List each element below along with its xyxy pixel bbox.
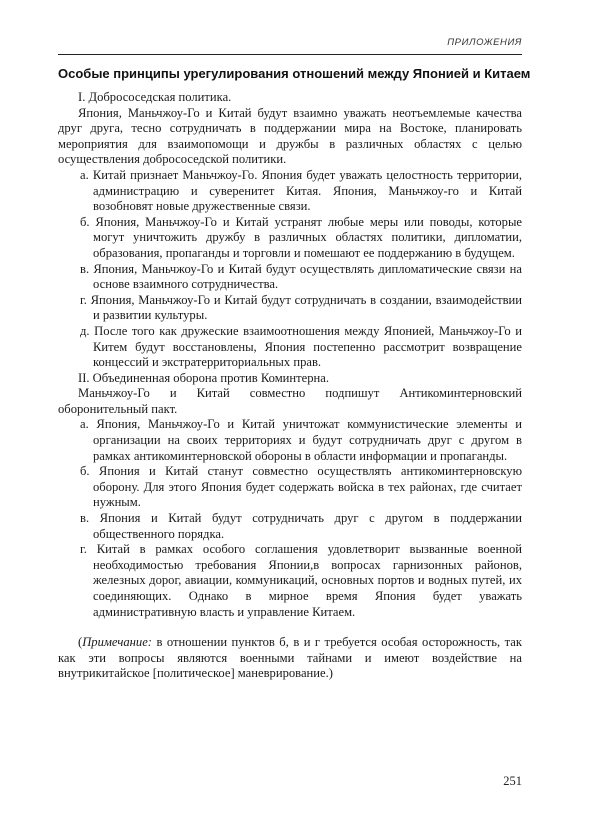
document-title: Особые принципы урегулирования отношений между Японией и Китаем bbox=[58, 66, 531, 81]
list-item: а. Япония, Маньчжоу-Го и Китай уничтожат коммунистические элементы и организации на своих территориях и будут сотрудничать друг с другом в рамках антикоминтерновской обороны в области информации и пропаганды. bbox=[80, 417, 522, 463]
note-text: в отношении пунктов б, в и г требуется особая осторожность, так как эти вопросы являются военными тайнами и имеют воздействие на внутрикитайское [политическое] маневрирование.) bbox=[58, 635, 522, 681]
list-item: а. Китай признает Маньчжоу-Го. Япония будет уважать целостность территории, администрацию и суверенитет Китая. Япония, Маньчжоу-го и Китай возобновят новые дружественные связи. bbox=[80, 167, 522, 214]
note-paragraph bbox=[58, 635, 522, 682]
section-intro-1: Япония, Маньчжоу-Го и Китай будут взаимно уважать неотъемлемые качества друг друга, тесно сотрудничать в поддержании мира на Востоке, планировать мероприятия для взаимопомощи и дружбы в различных областях с целью осуществления добрососедской политики. bbox=[58, 105, 522, 167]
list-item: в. Япония, Маньчжоу-Го и Китай будут осуществлять дипломатические связи на основе взаимного сотрудничества. bbox=[80, 261, 522, 292]
section-heading-2: II. Объединенная оборона против Коминтерна. bbox=[78, 370, 330, 385]
list-item: в. Япония и Китай будут сотрудничать друг с другом в поддержании общественного порядка. bbox=[80, 511, 522, 541]
document-body bbox=[58, 90, 522, 682]
section-intro-2: Маньчжоу-Го и Китай совместно подпишут Антикоминтерновский оборонительный пакт. bbox=[58, 386, 522, 416]
section-heading-1: I. Добрососедская политика. bbox=[78, 90, 232, 104]
list-item: г. Япония, Маньчжоу-Го и Китай будут сотрудничать в создании, взаимодействии и развитии культуры. bbox=[80, 292, 522, 323]
running-head: ПРИЛОЖЕНИЯ bbox=[447, 37, 522, 48]
list-item: г. Китай в рамках особого соглашения удовлетворит вызванные военной необходимостью требования Японии,в вопросах гарнизонных районов, железных дорог, авиации, коммуникаций, основных портов и водных путей, их соединяющих. Однако в мирное время Япония будет уважать административную власть и управление Китаем. bbox=[80, 542, 522, 619]
header-rule bbox=[58, 54, 522, 55]
list-item: д. После того как дружеские взаимоотношения между Японией, Маньчжоу-Го и Китем будут восстановлены, Япония постепенно рассмотрит возвращение концессий и экстратерриториальных прав. bbox=[80, 323, 522, 370]
page-number: 251 bbox=[503, 774, 522, 788]
list-item: б. Япония и Китай станут совместно осуществлять антикоминтерновскую оборону. Для этого Япония будет содержать войска в тех районах, где считает нужным. bbox=[80, 464, 522, 510]
list-item: б. Япония, Маньчжоу-Го и Китай устранят любые меры или поводы, которые могут уничтожить дружбу в различных областях политики, дипломатии, образования, пропаганды и торговли и помешают ее поддержанию в будущем. bbox=[80, 214, 522, 260]
note-label: Примечание: bbox=[82, 635, 152, 650]
note-open-paren: ( bbox=[78, 635, 83, 650]
